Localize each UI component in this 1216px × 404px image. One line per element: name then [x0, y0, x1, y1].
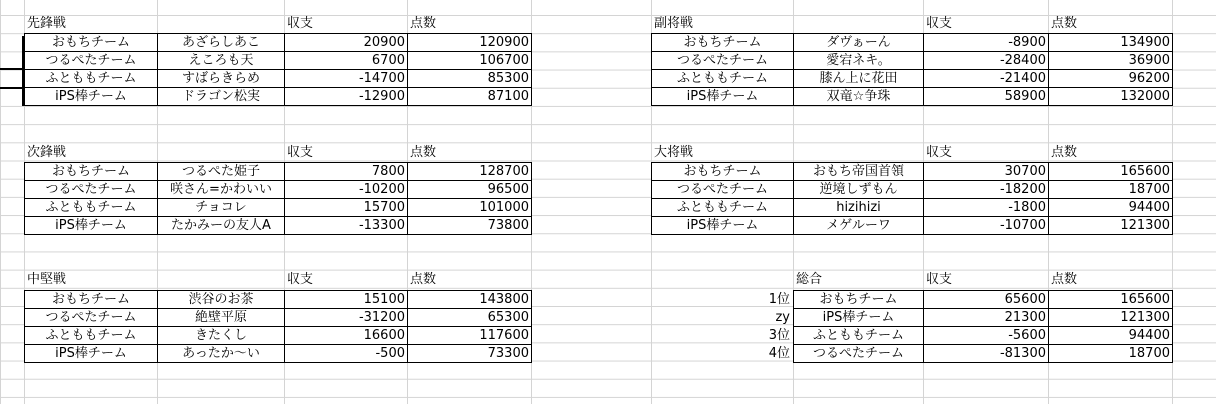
team-cell[interactable]: つるぺたチーム	[25, 52, 158, 70]
points-cell[interactable]: 165600	[1049, 291, 1173, 309]
table-row[interactable]	[652, 88, 1173, 106]
battle-table	[24, 33, 532, 106]
table-row[interactable]	[25, 217, 532, 235]
table-row[interactable]	[25, 70, 532, 88]
balance-cell[interactable]: -21400	[924, 70, 1049, 88]
table-row[interactable]	[652, 217, 1173, 235]
balance-cell[interactable]: -10200	[285, 181, 408, 199]
points-cell[interactable]: 85300	[408, 70, 532, 88]
player-cell[interactable]: きたくし	[158, 327, 285, 345]
table-row[interactable]	[25, 181, 532, 199]
team-cell[interactable]: つるぺたチーム	[652, 181, 794, 199]
balance-header[interactable]: 収支	[287, 272, 314, 287]
points-cell[interactable]: 132000	[1049, 88, 1173, 106]
table-row[interactable]	[25, 34, 532, 52]
table-row[interactable]	[652, 199, 1173, 217]
points-cell[interactable]: 117600	[408, 327, 532, 345]
points-cell[interactable]: 143800	[408, 291, 532, 309]
balance-header[interactable]: 収支	[287, 16, 314, 31]
battle-table	[24, 290, 532, 363]
battle-table	[24, 162, 532, 235]
player-cell[interactable]: あざらしあこ	[158, 34, 285, 52]
player-cell[interactable]: すばらきらめ	[158, 70, 285, 88]
rank-label[interactable]: 1位	[768, 292, 790, 307]
table-row[interactable]	[25, 327, 532, 345]
rank-label[interactable]: 4位	[768, 346, 790, 361]
rank-label[interactable]: zy	[775, 310, 790, 325]
battle-title[interactable]: 中堅戦	[27, 272, 67, 287]
points-cell[interactable]: 18700	[1049, 345, 1173, 363]
points-header[interactable]: 点数	[410, 145, 437, 160]
player-cell[interactable]: えころも天	[158, 52, 285, 70]
table-row[interactable]	[25, 163, 532, 181]
table-row[interactable]	[652, 34, 1173, 52]
player-cell[interactable]: メゲルーワ	[794, 217, 924, 235]
balance-cell[interactable]: 30700	[924, 163, 1049, 181]
table-row[interactable]	[25, 52, 532, 70]
points-header[interactable]: 点数	[410, 16, 437, 31]
balance-cell[interactable]: -31200	[285, 309, 408, 327]
table-row[interactable]	[652, 163, 1173, 181]
team-cell[interactable]: ふとももチーム	[25, 199, 158, 217]
team-cell[interactable]: おもちチーム	[25, 291, 158, 309]
balance-cell[interactable]: -1800	[924, 199, 1049, 217]
team-cell[interactable]: ふとももチーム	[25, 327, 158, 345]
balance-cell[interactable]: 16600	[285, 327, 408, 345]
balance-cell[interactable]: -13300	[285, 217, 408, 235]
balance-header[interactable]: 収支	[926, 272, 953, 287]
battle-table	[651, 33, 1173, 106]
balance-cell[interactable]: -10700	[924, 217, 1049, 235]
balance-cell[interactable]: -500	[285, 345, 408, 363]
player-cell[interactable]: チョコレ	[158, 199, 285, 217]
battle-title[interactable]: 先鋒戦	[27, 16, 67, 31]
points-cell[interactable]: 87100	[408, 88, 532, 106]
player-cell[interactable]: hizihizi	[794, 199, 924, 217]
points-cell[interactable]: 73800	[408, 217, 532, 235]
points-cell[interactable]: 96200	[1049, 70, 1173, 88]
team-cell[interactable]: iPS棒チーム	[652, 88, 794, 106]
table-row[interactable]	[25, 199, 532, 217]
table-row[interactable]	[25, 291, 532, 309]
team-cell[interactable]: ふとももチーム	[25, 70, 158, 88]
balance-header[interactable]: 収支	[926, 145, 953, 160]
row-marker	[0, 68, 22, 70]
balance-cell[interactable]: -28400	[924, 52, 1049, 70]
table-row[interactable]	[25, 309, 532, 327]
rank-label[interactable]: 3位	[768, 328, 790, 343]
balance-cell[interactable]: 15100	[285, 291, 408, 309]
points-header[interactable]: 点数	[1051, 16, 1078, 31]
points-cell[interactable]: 18700	[1049, 181, 1173, 199]
balance-cell[interactable]: 58900	[924, 88, 1049, 106]
player-cell[interactable]: 咲さん=かわいい	[158, 181, 285, 199]
team-cell[interactable]: おもちチーム	[25, 163, 158, 181]
table-row[interactable]	[25, 88, 532, 106]
points-cell[interactable]: 101000	[408, 199, 532, 217]
balance-cell[interactable]: 7800	[285, 163, 408, 181]
balance-header[interactable]: 収支	[926, 16, 953, 31]
player-cell[interactable]: ダヴぁーん	[794, 34, 924, 52]
points-cell[interactable]: 121300	[1049, 217, 1173, 235]
table-row[interactable]	[794, 345, 1173, 363]
balance-cell[interactable]: -18200	[924, 181, 1049, 199]
points-cell[interactable]: 65300	[408, 309, 532, 327]
balance-cell[interactable]: 6700	[285, 52, 408, 70]
team-cell[interactable]: おもちチーム	[794, 291, 924, 309]
points-cell[interactable]: 94400	[1049, 199, 1173, 217]
points-cell[interactable]: 106700	[408, 52, 532, 70]
table-row[interactable]	[652, 70, 1173, 88]
total-title[interactable]: 総合	[796, 272, 823, 287]
team-cell[interactable]: つるぺたチーム	[25, 181, 158, 199]
player-cell[interactable]: つるぺた姫子	[158, 163, 285, 181]
team-cell[interactable]: iPS棒チーム	[25, 345, 158, 363]
battle-table	[651, 162, 1173, 235]
balance-cell[interactable]: 15700	[285, 199, 408, 217]
player-cell[interactable]: 渋谷のお茶	[158, 291, 285, 309]
points-cell[interactable]: 73300	[408, 345, 532, 363]
balance-cell[interactable]: -8900	[924, 34, 1049, 52]
team-cell[interactable]: おもちチーム	[652, 34, 794, 52]
player-cell[interactable]: 膝ん上に花田	[794, 70, 924, 88]
player-cell[interactable]: あったか〜い	[158, 345, 285, 363]
points-cell[interactable]: 96500	[408, 181, 532, 199]
points-cell[interactable]: 128700	[408, 163, 532, 181]
balance-cell[interactable]: -81300	[924, 345, 1049, 363]
team-cell[interactable]: つるぺたチーム	[652, 52, 794, 70]
table-row[interactable]	[652, 181, 1173, 199]
player-cell[interactable]: 双竜☆争珠	[794, 88, 924, 106]
points-header[interactable]: 点数	[1051, 145, 1078, 160]
balance-header[interactable]: 収支	[287, 145, 314, 160]
team-cell[interactable]: iPS棒チーム	[25, 217, 158, 235]
battle-title[interactable]: 大将戦	[654, 145, 694, 160]
player-cell[interactable]: 絶壁平原	[158, 309, 285, 327]
team-cell[interactable]: iPS棒チーム	[25, 88, 158, 106]
team-cell[interactable]: おもちチーム	[25, 34, 158, 52]
battle-title[interactable]: 次鋒戦	[27, 145, 67, 160]
points-cell[interactable]: 165600	[1049, 163, 1173, 181]
team-cell[interactable]: ふとももチーム	[652, 70, 794, 88]
table-row[interactable]	[652, 52, 1173, 70]
table-row[interactable]	[794, 309, 1173, 327]
total-table	[793, 290, 1173, 363]
points-cell[interactable]: 120900	[408, 34, 532, 52]
balance-cell[interactable]: 21300	[924, 309, 1049, 327]
row-marker	[0, 87, 22, 89]
team-cell[interactable]: ふとももチーム	[652, 199, 794, 217]
points-cell[interactable]: 36900	[1049, 52, 1173, 70]
table-row[interactable]	[25, 345, 532, 363]
player-cell[interactable]: たかみーの友人A	[158, 217, 285, 235]
points-header[interactable]: 点数	[1051, 272, 1078, 287]
table-row[interactable]	[794, 327, 1173, 345]
player-cell[interactable]: ドラゴン松実	[158, 88, 285, 106]
team-cell[interactable]: おもちチーム	[652, 163, 794, 181]
battle-title[interactable]: 副将戦	[654, 16, 694, 31]
player-cell[interactable]: おもち帝国首領	[794, 163, 924, 181]
points-cell[interactable]: 121300	[1049, 309, 1173, 327]
team-cell[interactable]: iPS棒チーム	[794, 309, 924, 327]
balance-cell[interactable]: -5600	[924, 327, 1049, 345]
player-cell[interactable]: 逆境しずもん	[794, 181, 924, 199]
team-cell[interactable]: ふとももチーム	[794, 327, 924, 345]
balance-cell[interactable]: -12900	[285, 88, 408, 106]
points-cell[interactable]: 94400	[1049, 327, 1173, 345]
table-row[interactable]	[794, 291, 1173, 309]
points-header[interactable]: 点数	[410, 272, 437, 287]
balance-cell[interactable]: -14700	[285, 70, 408, 88]
balance-cell[interactable]: 20900	[285, 34, 408, 52]
balance-cell[interactable]: 65600	[924, 291, 1049, 309]
team-cell[interactable]: つるぺたチーム	[25, 309, 158, 327]
points-cell[interactable]: 134900	[1049, 34, 1173, 52]
team-cell[interactable]: iPS棒チーム	[652, 217, 794, 235]
player-cell[interactable]: 愛宕ネキ。	[794, 52, 924, 70]
team-cell[interactable]: つるぺたチーム	[794, 345, 924, 363]
